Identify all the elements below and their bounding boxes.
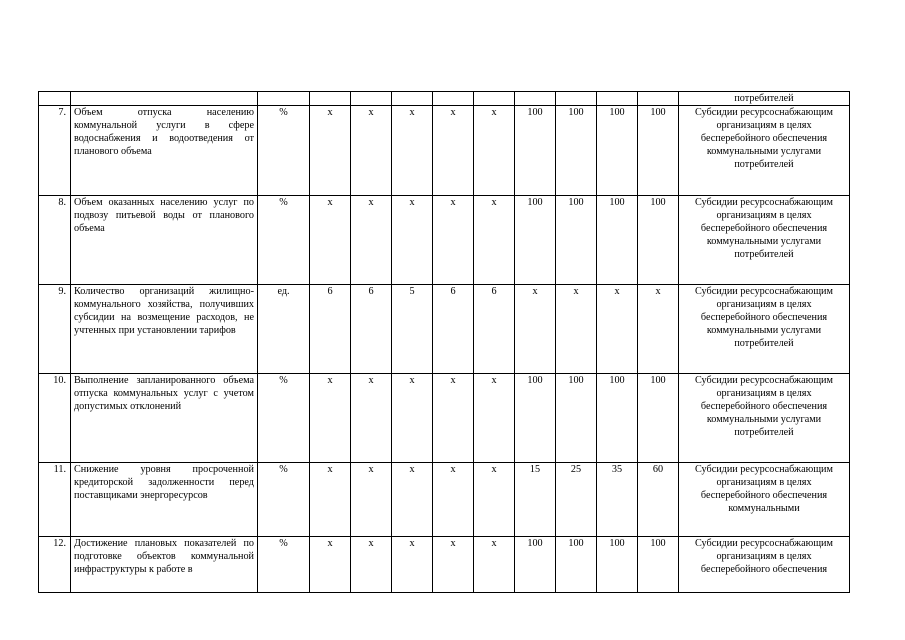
cell-note: потребителей bbox=[679, 92, 850, 106]
note-cell: Субсидии ресурсоснабжающим организациям в целях бесперебойного обеспечения bbox=[679, 537, 850, 593]
note-cell: Субсидии ресурсоснабжающим организациям в целях бесперебойного обеспечения коммунальными bbox=[679, 463, 850, 537]
value-cell: х bbox=[433, 106, 474, 196]
value-cell: х bbox=[433, 374, 474, 463]
indicator-name: Объем оказанных населению услуг по подвозу питьевой воды от планового объема bbox=[71, 196, 258, 285]
table-row bbox=[39, 374, 850, 463]
table-row bbox=[39, 106, 850, 196]
value-cell: 100 bbox=[638, 106, 679, 196]
unit-cell: % bbox=[258, 196, 310, 285]
cell-value bbox=[474, 92, 515, 106]
row-number: 12. bbox=[39, 537, 71, 593]
note-cell: Субсидии ресурсоснабжающим организациям в целях бесперебойного обеспечения коммунальными услугами потребителей bbox=[679, 106, 850, 196]
table-row bbox=[39, 537, 850, 593]
unit-cell: % bbox=[258, 374, 310, 463]
value-cell: 15 bbox=[515, 463, 556, 537]
unit-cell: ед. bbox=[258, 285, 310, 374]
value-cell: 100 bbox=[515, 196, 556, 285]
note-cell: Субсидии ресурсоснабжающим организациям в целях бесперебойного обеспечения коммунальными услугами потребителей bbox=[679, 196, 850, 285]
value-cell: 25 bbox=[556, 463, 597, 537]
value-cell: 100 bbox=[638, 537, 679, 593]
cell-value bbox=[392, 92, 433, 106]
value-cell: х bbox=[556, 285, 597, 374]
cell-unit bbox=[258, 92, 310, 106]
table-row bbox=[39, 285, 850, 374]
indicator-name: Достижение плановых показателей по подготовке объектов коммунальной инфраструктуры к работе в bbox=[71, 537, 258, 593]
value-cell: х bbox=[310, 106, 351, 196]
table-row bbox=[39, 196, 850, 285]
value-cell: 100 bbox=[515, 374, 556, 463]
value-cell: х bbox=[597, 285, 638, 374]
indicator-name: Количество организаций жилищно-коммунального хозяйства, получивших субсидии на возмещение расходов, не учтенных при установлении тарифов bbox=[71, 285, 258, 374]
note-cell: Субсидии ресурсоснабжающим организациям в целях бесперебойного обеспечения коммунальными услугами потребителей bbox=[679, 374, 850, 463]
unit-cell: % bbox=[258, 106, 310, 196]
value-cell: 100 bbox=[638, 196, 679, 285]
value-cell: 6 bbox=[351, 285, 392, 374]
indicator-name: Выполнение запланированного объема отпуска коммунальных услуг с учетом допустимых отклонений bbox=[71, 374, 258, 463]
value-cell: 5 bbox=[392, 285, 433, 374]
value-cell: 100 bbox=[597, 106, 638, 196]
value-cell: х bbox=[474, 463, 515, 537]
value-cell: 6 bbox=[474, 285, 515, 374]
value-cell: х bbox=[310, 196, 351, 285]
cell-value bbox=[351, 92, 392, 106]
value-cell: х bbox=[392, 196, 433, 285]
unit-cell: % bbox=[258, 537, 310, 593]
indicators-table bbox=[38, 91, 850, 593]
row-number: 11. bbox=[39, 463, 71, 537]
cell-value bbox=[310, 92, 351, 106]
value-cell: х bbox=[351, 463, 392, 537]
cell-value bbox=[433, 92, 474, 106]
cell-value bbox=[556, 92, 597, 106]
cell-value bbox=[638, 92, 679, 106]
indicator-name: Снижение уровня просроченной кредиторской задолженности перед поставщиками энергоресурсов bbox=[71, 463, 258, 537]
value-cell: 100 bbox=[638, 374, 679, 463]
indicator-name: Объем отпуска населению коммунальной услуги в сфере водоснабжения и водоотведения от планового объема bbox=[71, 106, 258, 196]
value-cell: 100 bbox=[597, 196, 638, 285]
value-cell: х bbox=[392, 537, 433, 593]
value-cell: 100 bbox=[597, 374, 638, 463]
value-cell: х bbox=[433, 463, 474, 537]
cell-value bbox=[597, 92, 638, 106]
value-cell: 100 bbox=[556, 537, 597, 593]
value-cell: 6 bbox=[310, 285, 351, 374]
value-cell: 100 bbox=[556, 106, 597, 196]
row-number: 7. bbox=[39, 106, 71, 196]
value-cell: х bbox=[392, 106, 433, 196]
value-cell: 100 bbox=[515, 106, 556, 196]
cell-name bbox=[71, 92, 258, 106]
value-cell: х bbox=[392, 463, 433, 537]
value-cell: х bbox=[351, 537, 392, 593]
row-number: 9. bbox=[39, 285, 71, 374]
cell-value bbox=[515, 92, 556, 106]
table-row bbox=[39, 463, 850, 537]
value-cell: 6 bbox=[433, 285, 474, 374]
value-cell: 100 bbox=[515, 537, 556, 593]
row-number: 10. bbox=[39, 374, 71, 463]
value-cell: х bbox=[433, 537, 474, 593]
continuation-row bbox=[39, 92, 850, 106]
value-cell: х bbox=[474, 537, 515, 593]
value-cell: х bbox=[474, 106, 515, 196]
value-cell: 100 bbox=[597, 537, 638, 593]
cell-num bbox=[39, 92, 71, 106]
value-cell: х bbox=[515, 285, 556, 374]
value-cell: х bbox=[433, 196, 474, 285]
value-cell: х bbox=[474, 196, 515, 285]
value-cell: 60 bbox=[638, 463, 679, 537]
value-cell: х bbox=[310, 463, 351, 537]
value-cell: х bbox=[474, 374, 515, 463]
value-cell: х bbox=[638, 285, 679, 374]
value-cell: х bbox=[351, 196, 392, 285]
value-cell: 35 bbox=[597, 463, 638, 537]
row-number: 8. bbox=[39, 196, 71, 285]
value-cell: х bbox=[310, 374, 351, 463]
value-cell: х bbox=[351, 106, 392, 196]
value-cell: х bbox=[351, 374, 392, 463]
value-cell: 100 bbox=[556, 196, 597, 285]
note-cell: Субсидии ресурсоснабжающим организациям в целях бесперебойного обеспечения коммунальными услугами потребителей bbox=[679, 285, 850, 374]
value-cell: х bbox=[310, 537, 351, 593]
unit-cell: % bbox=[258, 463, 310, 537]
value-cell: 100 bbox=[556, 374, 597, 463]
value-cell: х bbox=[392, 374, 433, 463]
